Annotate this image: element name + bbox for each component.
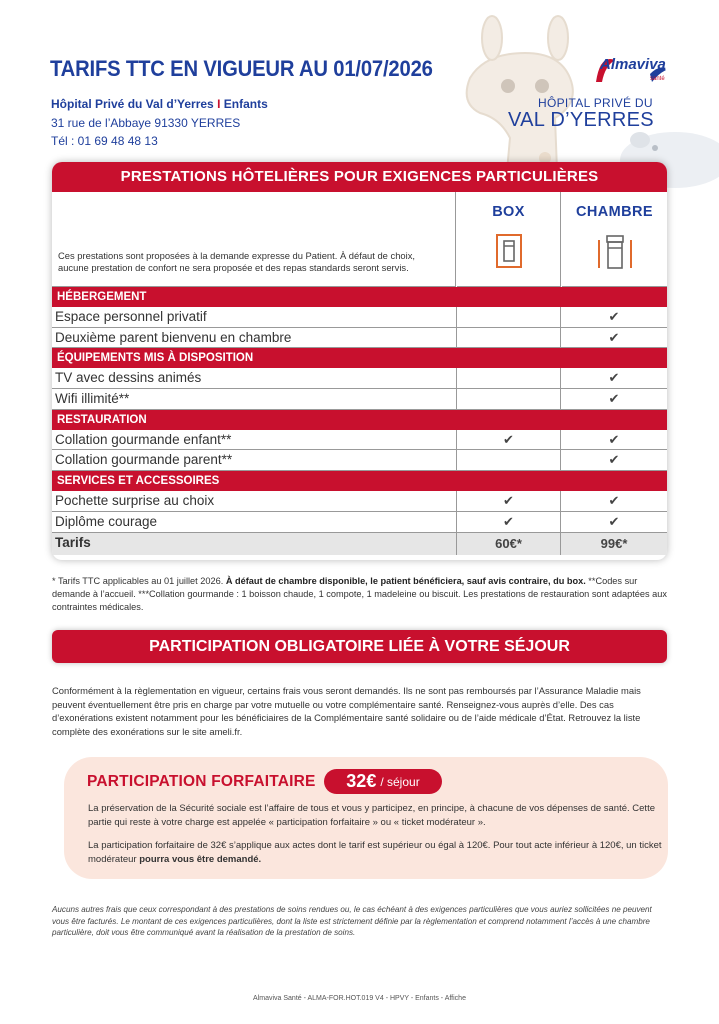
logo-line1: HÔPITAL PRIVÉ DU (538, 96, 653, 110)
chambre-check: ✔ (608, 452, 620, 468)
hotel-services-heading: PRESTATIONS HÔTELIÈRES POUR EXIGENCES PARTICULIÈRES (52, 162, 667, 192)
column-box-header (457, 192, 561, 287)
logo-brand-sub: santé (650, 76, 665, 82)
price-box: 60€* (456, 533, 561, 555)
column-box-title: BOX (492, 204, 525, 220)
hotel-services-card (52, 162, 667, 560)
box-check: ✔ (456, 512, 561, 532)
row-label: Collation gourmande enfant** (55, 431, 232, 447)
box-check (456, 368, 561, 388)
row-label: Pochette surprise au choix (55, 493, 215, 509)
intro-text: Ces prestations sont proposées à la demande expresse du Patient. À défaut de choix, aucune prestation de confort ne sera proposée et des repas standards seront servis. (58, 250, 415, 273)
intro-cell (52, 192, 456, 287)
chambre-check: ✔ (608, 309, 620, 324)
table-row (52, 307, 667, 328)
section-hebergement: HÉBERGEMENT (52, 287, 667, 307)
box-check (456, 450, 561, 470)
chambre-check: ✔ (608, 513, 620, 529)
room-bed-icon (597, 234, 633, 272)
participation-heading: PARTICIPATION OBLIGATOIRE LIÉE À VOTRE SÉJOUR (52, 630, 667, 663)
table-row (52, 491, 667, 512)
department-name: Enfants (223, 97, 268, 111)
row-label: TV avec dessins animés (55, 370, 202, 386)
legal-notice: Aucuns autres frais que ceux correspondant à des prestations de soins rendues ou, le cas échéant à des exigences particulières que vous auriez sollicitées ne peuvent vous être facturés. Le montant de ces exigences particulières, dont la liste est strictement définie par la règlementation et comprend notamment l’accès à une chambre particulière, doit vous être communiqué avant la réalisation de la prestation de soins. (52, 905, 652, 937)
chambre-check: ✔ (608, 391, 620, 407)
forfait-p2-bold: pourra vous être demandé. (139, 853, 262, 865)
forfait-price-badge (324, 769, 442, 794)
box-check (456, 389, 561, 409)
hospital-name-text: Hôpital Privé du Val d’Yerres (51, 97, 214, 111)
footnote-text-2: **Codes sur demande à l’accueil. ***Collation gourmande : 1 boisson chaude, 1 compote, 1 madeleine ou biscuit. Les prestations de restauration sont adaptées aux contraintes médicales. (52, 576, 667, 612)
forfait-paragraph-2 (88, 839, 663, 866)
box-check (456, 328, 561, 348)
table-row (52, 512, 667, 533)
row-label: Deuxième parent bienvenu en chambre (55, 329, 292, 345)
table-row (52, 430, 667, 451)
row-label: Wifi illimité** (55, 391, 130, 407)
forfait-paragraph-1: La préservation de la Sécurité sociale est l’affaire de tous et vous y participez, en principe, à chacune de vos dépenses de santé. Cette partie qui reste à votre charge est appelée « participation forfaitaire » ou « ticket modérateur ». (88, 803, 655, 828)
document-reference: Almaviva Santé - ALMA-FOR.HOT.019 V4 - HPVY - Enfants - Affiche (253, 995, 466, 1002)
section-restauration: RESTAURATION (52, 410, 667, 430)
hospital-phone: Tél : 01 69 48 48 13 (51, 134, 158, 148)
row-label: Collation gourmande parent** (55, 452, 233, 468)
price-label: Tarifs (55, 534, 91, 550)
column-chambre-title: CHAMBRE (576, 204, 653, 220)
hospital-address: 31 rue de l’Abbaye 91330 YERRES (51, 116, 241, 130)
forfait-unit: / séjour (380, 775, 420, 789)
table-row (52, 368, 667, 389)
box-check (456, 307, 561, 327)
table-row (52, 450, 667, 471)
price-chambre: 99€* (600, 535, 628, 551)
box-bed-icon (496, 234, 522, 268)
chambre-check: ✔ (608, 431, 620, 447)
box-check: ✔ (456, 491, 561, 511)
table-rows (52, 287, 667, 555)
table-row (52, 389, 667, 410)
column-chambre-header (562, 192, 667, 287)
page-title: TARIFS TTC EN VIGUEUR AU 01/07/2026 (50, 56, 433, 81)
box-check: ✔ (456, 430, 561, 450)
footnote-bold: À défaut de chambre disponible, le patient bénéficiera, sauf avis contraire, du box. (225, 576, 586, 586)
price-row (52, 533, 667, 555)
forfait-p2-text: La participation forfaitaire de 32€ s’applique aux actes dont le tarif est supérieur ou égal à 120€. Pour tout acte inférieur à 120€, un ticket modérateur (88, 840, 662, 865)
section-services: SERVICES ET ACCESSOIRES (52, 471, 667, 491)
row-label: Espace personnel privatif (55, 309, 207, 324)
footnote-text-1: * Tarifs TTC applicables au 01 juillet 2026. (52, 576, 226, 586)
logo-line2: VAL D’YERRES (508, 109, 654, 131)
forfait-title: PARTICIPATION FORFAITAIRE (87, 773, 316, 790)
name-separator: I (217, 97, 221, 111)
hospital-name (51, 97, 268, 111)
section-equipements: ÉQUIPEMENTS MIS À DISPOSITION (52, 348, 667, 368)
table-footnote (52, 575, 672, 614)
participation-text: Conformément à la règlementation en vigueur, certains frais vous seront demandés. Ils ne sont pas remboursés par l’Assurance Maladie mais peuvent éventuellement être pris en charge par votre mutuelle ou votre complémentaire santé. Renseignez-vous auprès d’elle. Des cas d’exonérations existent notamment pour les bénéficiaires de la Complémentaire santé solidaire ou de l’aide médicale d’État. Retrouvez la liste complète des exonérations sur le site ameli.fr. (52, 685, 641, 737)
chambre-check: ✔ (608, 370, 620, 386)
row-label: Diplôme courage (55, 513, 158, 529)
table-row (52, 328, 667, 349)
logo-brand: Almaviva (600, 56, 666, 73)
chambre-check: ✔ (608, 493, 620, 509)
forfait-amount: 32€ (346, 771, 377, 791)
chambre-check: ✔ (608, 329, 620, 345)
